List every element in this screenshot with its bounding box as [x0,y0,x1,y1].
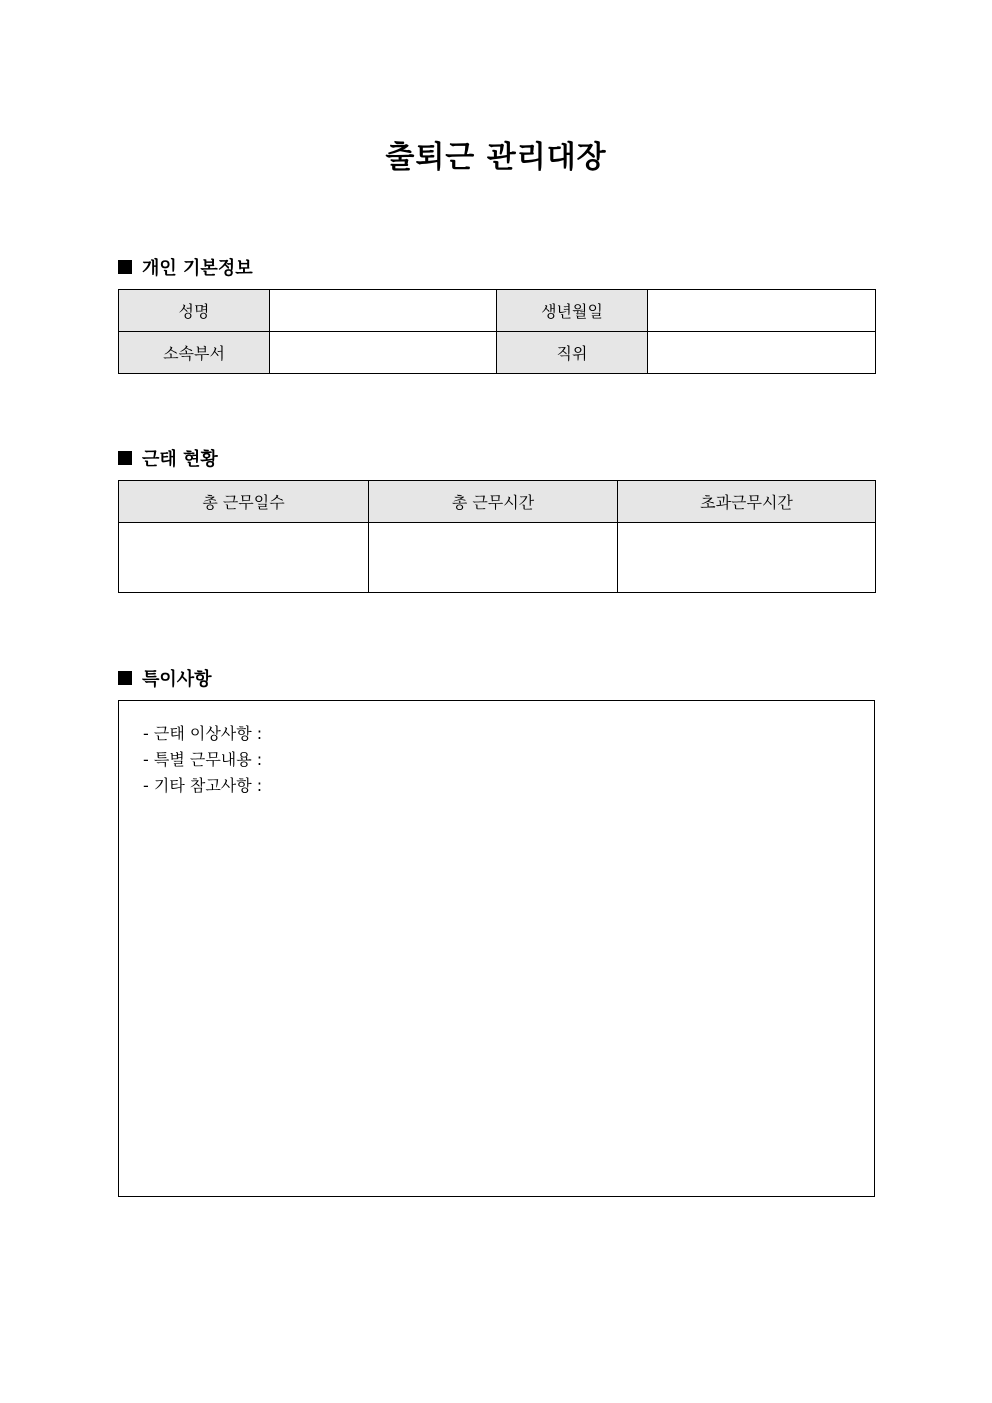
attendance-table [118,480,876,593]
list-item: - 근태 이상사항 : [143,724,263,743]
name-label: 성명 [119,290,270,332]
overtime-hours-field[interactable] [618,523,876,593]
section-heading-remarks [118,665,212,691]
overtime-hours-header: 초과근무시간 [618,481,876,523]
section-heading-label: 근태 현황 [142,449,218,470]
black-square-icon [118,671,132,685]
position-label: 직위 [497,332,648,374]
total-workhours-field[interactable] [369,523,618,593]
section-heading-basic-info [118,254,253,280]
section-heading-attendance [118,445,218,471]
birthdate-field[interactable] [648,290,876,332]
table-row [119,290,876,332]
total-workhours-header: 총 근무시간 [369,481,618,523]
table-row [119,523,876,593]
black-square-icon [118,260,132,274]
page-title: 출퇴근 관리대장 [385,140,607,175]
section-heading-label: 개인 기본정보 [142,258,253,279]
list-item: - 기타 참고사항 : [143,776,263,795]
remarks-box[interactable] [118,700,875,1197]
birthdate-label: 생년월일 [497,290,648,332]
table-header-row [119,481,876,523]
list-item: - 특별 근무내용 : [143,750,263,769]
total-workdays-header: 총 근무일수 [119,481,369,523]
section-heading-label: 특이사항 [142,669,212,690]
total-workdays-field[interactable] [119,523,369,593]
position-field[interactable] [648,332,876,374]
table-row [119,332,876,374]
department-field[interactable] [270,332,497,374]
black-square-icon [118,451,132,465]
name-field[interactable] [270,290,497,332]
basic-info-table [118,289,876,374]
department-label: 소속부서 [119,332,270,374]
remarks-list [119,701,874,799]
